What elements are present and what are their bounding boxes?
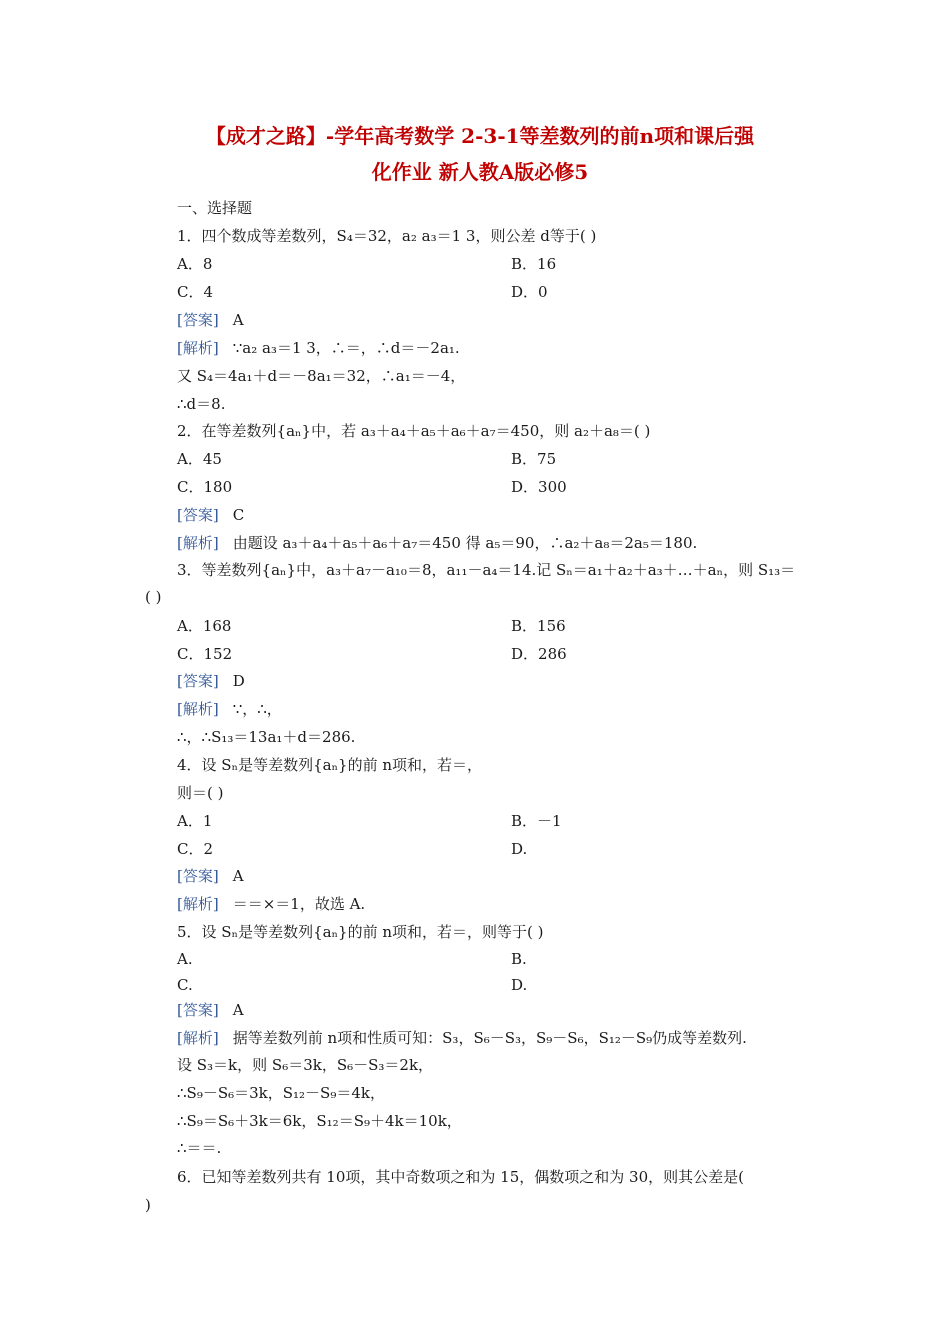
question-6-stem: 6．已知等差数列共有 10项，其中奇数项之和为 15，偶数项之和为 30，则其公差是(	[177, 1168, 744, 1186]
answer-value: D	[232, 672, 245, 690]
q3-analysis-line-2: ∴，∴S₁₃＝13a₁＋d＝286.	[177, 728, 356, 746]
analysis-text: 由题设 a₃＋a₄＋a₅＋a₆＋a₇＝450 得 a₅＝90，∴a₂＋a₈＝2a₅＝180.	[232, 534, 698, 552]
question-3-stem: 3．等差数列{aₙ}中，a₃＋a₇－a₁₀＝8，a₁₁－a₄＝14.记 Sₙ＝a₁＋a₂＋a₃＋…＋aₙ，则 S₁₃＝	[177, 561, 796, 579]
question-1-stem: 1．四个数成等差数列，S₄＝32，a₂ a₃＝1 3，则公差 d等于( )	[177, 227, 597, 245]
q5-option-a: A.	[177, 950, 193, 968]
answer-value: A	[232, 867, 244, 885]
q4-option-b: B．－1	[511, 812, 562, 830]
q4-option-d: D.	[511, 840, 528, 858]
title-line-1: 【成才之路】-学年高考数学 2-3-1等差数列的前n项和课后强	[205, 124, 755, 148]
q5-analysis-line-5: ∴＝＝.	[177, 1139, 222, 1157]
q2-option-d: D．300	[511, 478, 567, 496]
q5-analysis-row	[177, 1028, 747, 1048]
answer-tag: [答案]	[177, 506, 219, 524]
q4-answer-row	[177, 866, 244, 886]
question-2-stem: 2．在等差数列{aₙ}中，若 a₃＋a₄＋a₅＋a₆＋a₇＝450，则 a₂＋a₈＝( )	[177, 422, 651, 440]
q5-option-b: B.	[511, 950, 527, 968]
q5-answer-row	[177, 1000, 244, 1020]
q3-option-d: D．286	[511, 645, 567, 663]
q3-option-b: B．156	[511, 617, 566, 635]
q5-option-c: C.	[177, 976, 193, 994]
analysis-tag: [解析]	[177, 534, 219, 552]
q2-analysis-row	[177, 533, 697, 553]
analysis-text: ∵a₂ a₃＝1 3，∴＝，∴d＝－2a₁.	[232, 339, 460, 357]
q2-option-b: B．75	[511, 450, 557, 468]
q3-answer-row	[177, 671, 245, 691]
answer-value: C	[232, 506, 245, 524]
q5-analysis-line-2: 设 S₃＝k，则 S₆＝3k，S₆－S₃＝2k，	[177, 1056, 434, 1074]
q4-option-c: C．2	[177, 840, 214, 858]
question-5-stem: 5．设 Sₙ是等差数列{aₙ}的前 n项和，若＝，则等于( )	[177, 923, 544, 941]
answer-value: A	[232, 1001, 244, 1019]
analysis-text: ＝＝×＝1，故选 A.	[232, 895, 366, 913]
q1-answer-row	[177, 310, 244, 330]
q1-analysis-line-3: ∴d＝8.	[177, 395, 226, 413]
title-line-2: 化作业 新人教A版必修5	[371, 160, 589, 184]
answer-tag: [答案]	[177, 672, 219, 690]
q1-analysis-row	[177, 338, 460, 358]
answer-value: A	[232, 311, 244, 329]
q2-option-a: A．45	[177, 450, 222, 468]
q5-analysis-line-3: ∴S₉－S₆＝3k，S₁₂－S₉＝4k，	[177, 1084, 385, 1102]
q4-option-a: A．1	[177, 812, 213, 830]
q1-option-b: B．16	[511, 255, 557, 273]
q3-option-c: C．152	[177, 645, 233, 663]
question-4-stem: 4．设 Sₙ是等差数列{aₙ}的前 n项和，若＝，	[177, 756, 483, 774]
question-3-stem-cont: ( )	[145, 588, 162, 606]
q5-option-d: D.	[511, 976, 528, 994]
q2-answer-row	[177, 505, 244, 525]
q1-option-d: D．0	[511, 283, 548, 301]
analysis-tag: [解析]	[177, 339, 219, 357]
analysis-text: ∵，∴，	[232, 700, 282, 718]
answer-tag: [答案]	[177, 311, 219, 329]
analysis-tag: [解析]	[177, 895, 219, 913]
section-heading: 一、选择题	[177, 199, 253, 217]
q4-analysis-row	[177, 894, 365, 914]
q3-analysis-row	[177, 699, 282, 719]
q1-analysis-line-2: 又 S₄＝4a₁＋d＝－8a₁＝32，∴a₁＝－4，	[177, 367, 466, 385]
answer-tag: [答案]	[177, 867, 219, 885]
analysis-text: 据等差数列前 n项和性质可知：S₃，S₆－S₃，S₉－S₆，S₁₂－S₉仍成等差数列.	[232, 1029, 747, 1047]
q3-option-a: A．168	[177, 617, 232, 635]
q5-analysis-line-4: ∴S₉＝S₆＋3k＝6k，S₁₂＝S₉＋4k＝10k，	[177, 1112, 462, 1130]
document-title	[130, 118, 830, 190]
analysis-tag: [解析]	[177, 700, 219, 718]
question-4-stem-cont: 则＝( )	[177, 784, 224, 802]
question-6-stem-cont: )	[145, 1196, 151, 1214]
q1-option-a: A．8	[177, 255, 213, 273]
q1-option-c: C．4	[177, 283, 214, 301]
analysis-tag: [解析]	[177, 1029, 219, 1047]
answer-tag: [答案]	[177, 1001, 219, 1019]
q2-option-c: C．180	[177, 478, 233, 496]
